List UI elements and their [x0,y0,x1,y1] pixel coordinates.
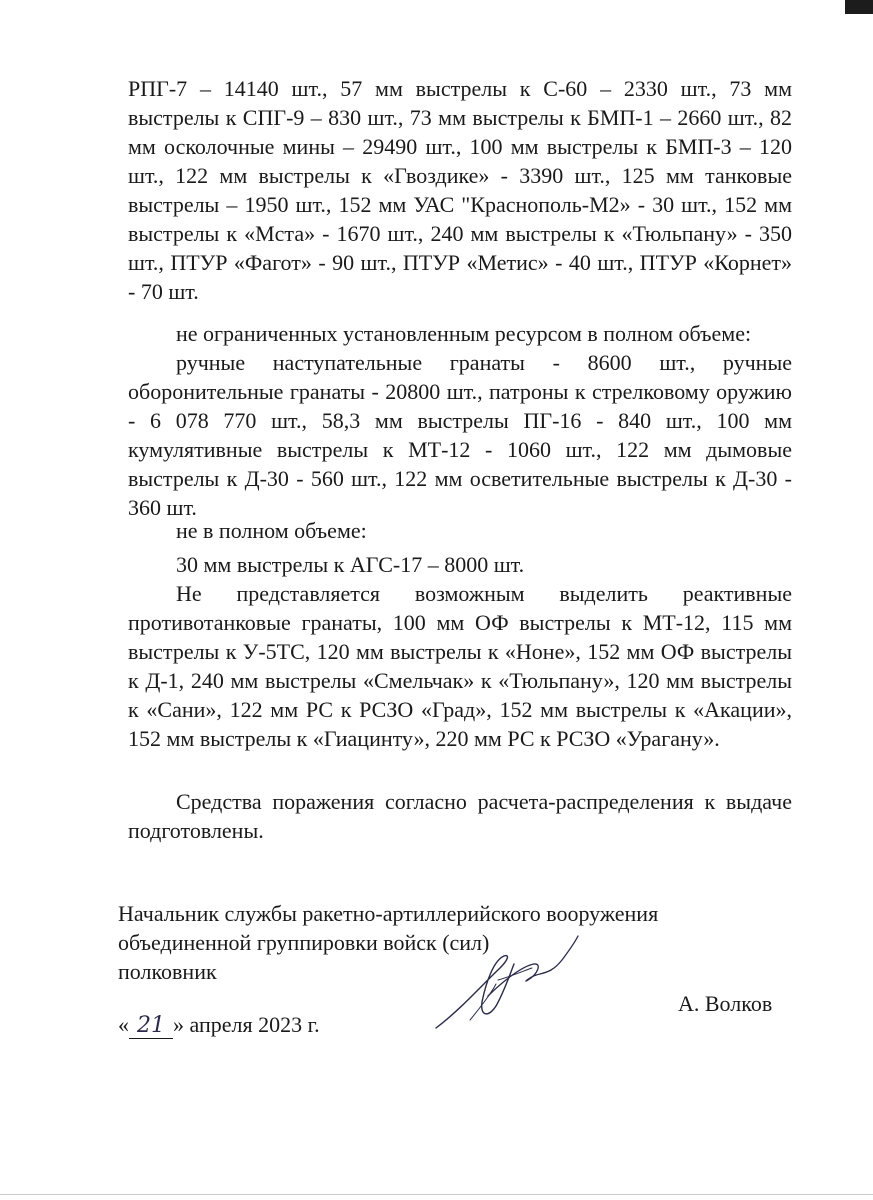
scan-bottom-line [0,1194,873,1195]
signatory-title-line-2: объединенной группировки войск (сил) [118,930,490,955]
signatory-title-line-1: Начальник службы ракетно-артиллерийского вооружения [118,901,659,926]
signatory-rank: полковник [118,959,217,984]
paragraph-unavailable-list: Не представляется возможным выделить реактивные противотанковые гранаты, 100 мм ОФ выстрелы к МТ-12, 115 мм выстрелы к У-5ТС, 120 мм выстрелы к «Ноне», 152 мм ОФ выстрелы к Д-1, 240 мм выстрелы «Смельчак» к «Тюльпану», 120 мм выстрелы к «Сани», 122 мм РС к РСЗО «Град», 152 мм выстрелы к «Акации», 152 мм выстрелы к «Гиацинту», 220 мм РС к РСЗО «Урагану». [128,581,792,751]
document-date [118,1010,320,1039]
date-day-handwritten: 21 [129,1014,173,1039]
paragraph-partial-heading: не в полном объеме: [176,518,367,543]
scan-edge-mark [845,0,873,14]
paragraph-ammunition-list: РПГ-7 – 14140 шт., 57 мм выстрелы к С-60 – 2330 шт., 73 мм выстрелы к СПГ-9 – 830 шт., 73 мм выстрелы к БМП-1 – 2660 шт., 82 мм осколочные мины – 29490 шт., 100 мм выстрелы к БМП-3 – 120 шт., 122 мм выстрелы к «Гвоздике» - 3390 шт., 125 мм танковые выстрелы – 1950 шт., 152 мм УАС "Краснополь-М2» - 30 шт., 152 мм выстрелы к «Мста» - 1670 шт., 240 мм выстрелы к «Тюльпану» - 350 шт., ПТУР «Фагот» - 90 шт., ПТУР «Метис» - 40 шт., ПТУР «Корнет» - 70 шт. [128,76,792,304]
paragraph-prepared-statement: Средства поражения согласно расчета-распределения к выдаче подготовлены. [128,789,792,843]
paragraph-unlimited-resource-heading: не ограниченных установленным ресурсом в полном объеме: [176,321,752,346]
date-open-quote: « [118,1012,129,1037]
signatory-name: А. Волков [678,991,773,1016]
paragraph-grenades-list: ручные наступательные гранаты - 8600 шт., ручные оборонительные гранаты - 20800 шт., патроны к стрелковому оружию - 6 078 770 шт., 58,3 мм выстрелы ПГ-16 - 840 шт., 100 мм кумулятивные выстрелы к МТ-12 - 1060 шт., 122 мм дымовые выстрелы к Д-30 - 560 шт., 122 мм осветительные выстрелы к Д-30 - 360 шт. [128,350,792,520]
date-month-year: » апреля 2023 г. [173,1012,320,1037]
paragraph-ags-rounds: 30 мм выстрелы к АГС-17 – 8000 шт. [176,552,525,577]
handwritten-signature [430,930,580,1040]
